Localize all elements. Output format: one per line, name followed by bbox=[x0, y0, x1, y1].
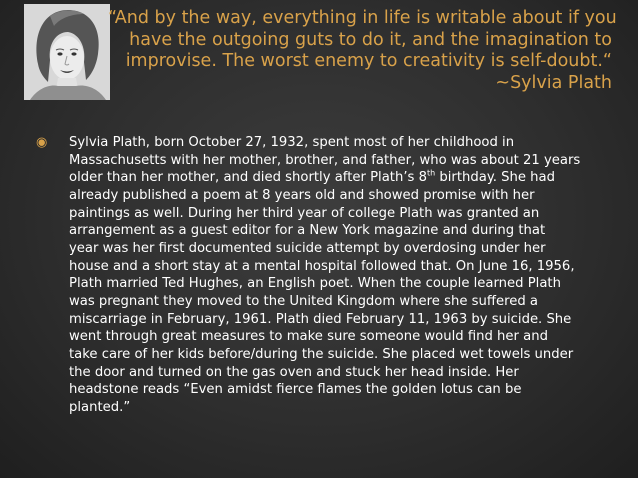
bullet-icon: ◉ bbox=[36, 135, 48, 150]
body-line: take care of her kids before/during the suicide. She placed wet towels under bbox=[69, 346, 574, 362]
body-line: Sylvia Plath, born October 27, 1932, spent most of her childhood in bbox=[69, 135, 515, 150]
body-line: went through great measures to make sure someone would find her and bbox=[69, 329, 548, 345]
body-line: Massachusetts with her mother, brother, and father, who was about 21 years bbox=[69, 152, 581, 168]
body-line-text: older than her mother, and died shortly after Plath’s 8 bbox=[69, 170, 427, 186]
body-line: miscarriage in February, 1961. Plath died February 11, 1963 by suicide. She bbox=[69, 311, 572, 327]
body-line: already published a poem at 8 years old and showed promise with her bbox=[69, 187, 535, 203]
body-line: the door and turned on the gas oven and stuck her head inside. Her bbox=[69, 364, 519, 380]
portrait-image bbox=[24, 4, 110, 100]
quote-title bbox=[108, 8, 617, 94]
quote-attribution: ~Sylvia Plath bbox=[495, 72, 612, 93]
body-line-text: birthday. She had bbox=[435, 170, 555, 186]
body-line: house and a short stay at a mental hospital followed that. On June 16, 1956, bbox=[69, 258, 575, 274]
body-line: Plath married Ted Hughes, an English poet. When the couple learned Plath bbox=[69, 276, 561, 292]
body-line: paintings as well. During her third year of college Plath was granted an bbox=[69, 205, 540, 221]
ordinal-suffix: th bbox=[426, 168, 436, 178]
body-line bbox=[69, 169, 619, 187]
biography-paragraph bbox=[69, 134, 619, 417]
body-line: headstone reads “Even amidst fierce flames the golden lotus can be bbox=[69, 382, 522, 398]
quote-line-3: improvise. The worst enemy to creativity is self-doubt.“ bbox=[125, 51, 612, 71]
body-line: year was her first documented suicide attempt by overdosing under her bbox=[69, 240, 546, 256]
portrait-photo bbox=[24, 4, 110, 100]
body-line: arrangement as a guest editor for a New York magazine and during that bbox=[69, 223, 546, 239]
quote-line-1: “And by the way, everything in life is writable about if you bbox=[108, 8, 617, 28]
body-line: planted.” bbox=[69, 399, 131, 415]
quote-line-2: have the outgoing guts to do it, and the imagination to bbox=[129, 29, 612, 50]
body-line: was pregnant they moved to the United Kingdom where she suffered a bbox=[69, 293, 538, 309]
